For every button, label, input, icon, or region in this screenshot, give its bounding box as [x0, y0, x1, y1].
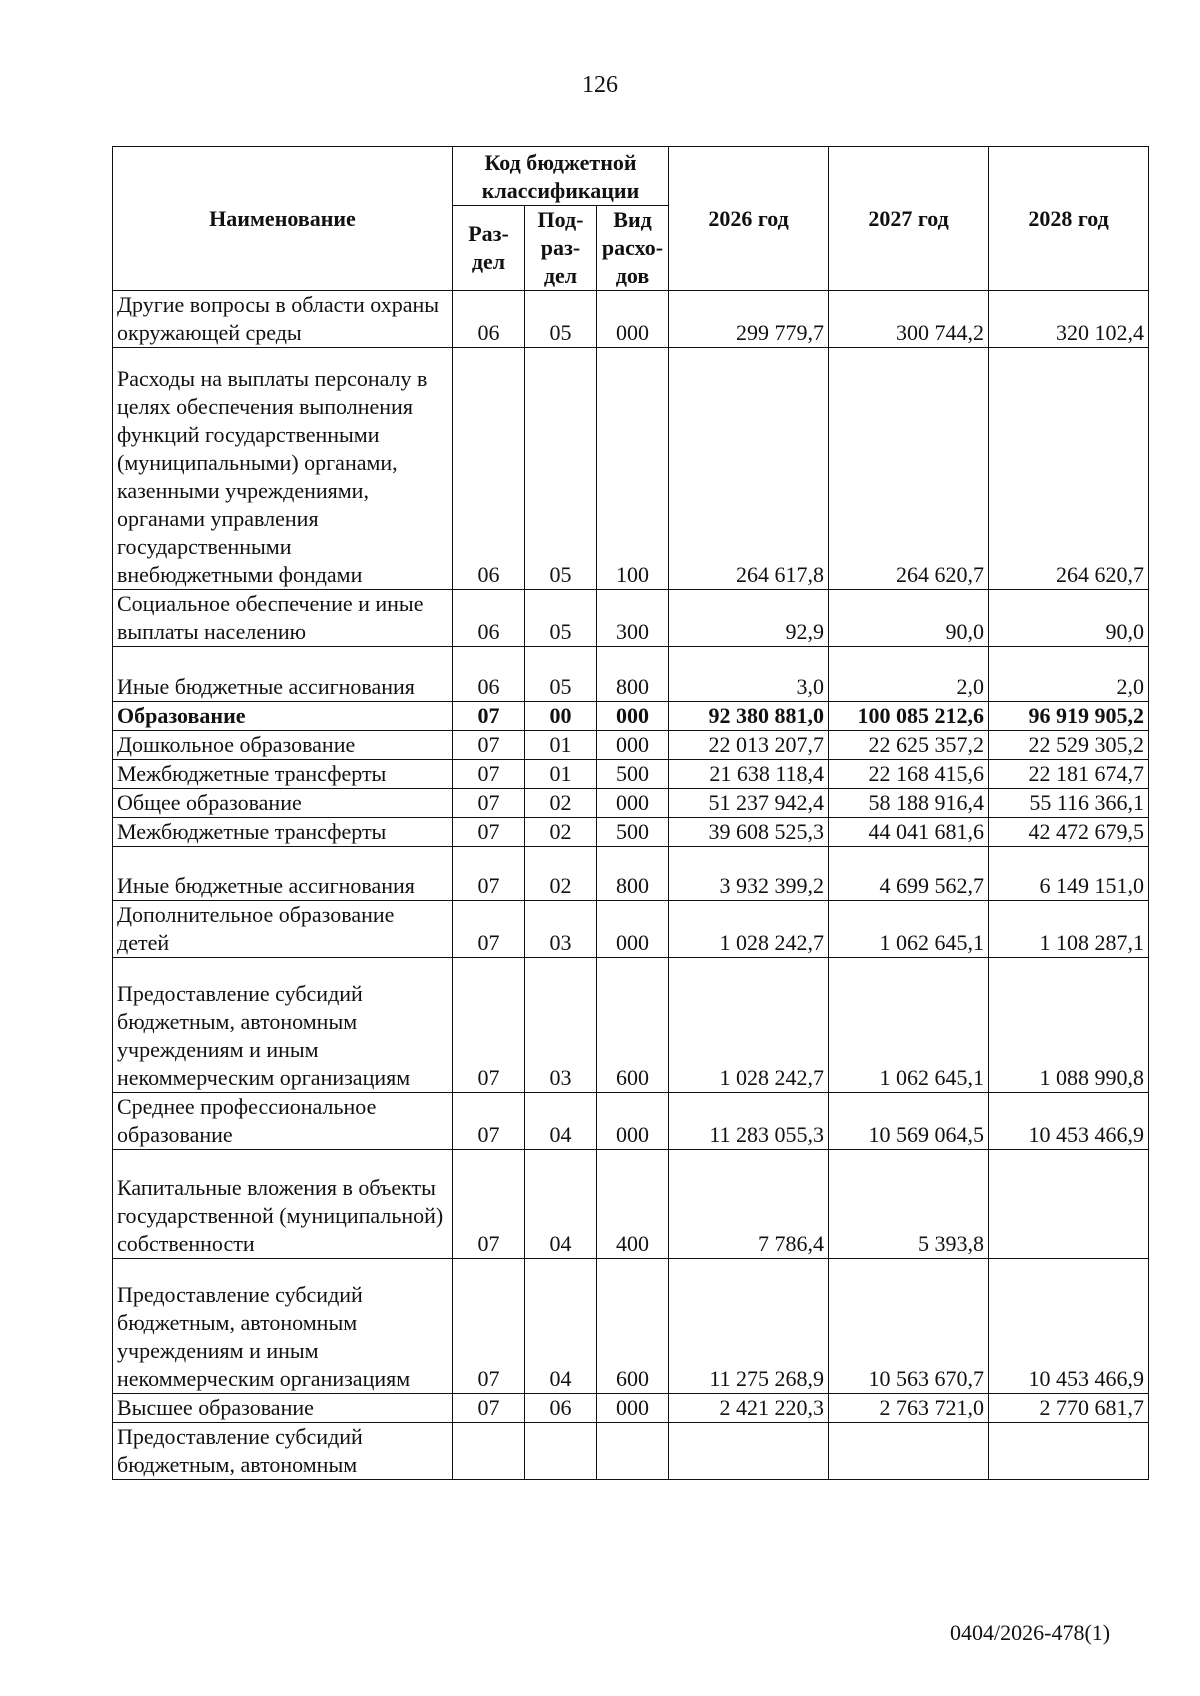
row-podrazdel: 01: [525, 730, 597, 759]
header-podrazdel: Под-раз-дел: [525, 206, 597, 291]
row-name: Расходы на выплаты персоналу в целях обеспечения выполнения функций государственными (муниципальными) органами, казенными учреждениями, органами управления государственными внебюджетными фондами: [113, 348, 453, 590]
row-value-2027: 10 569 064,5: [829, 1093, 989, 1150]
row-value-2026: 1 028 242,7: [669, 958, 829, 1093]
row-razdel: 07: [453, 730, 525, 759]
table-row: [113, 1258, 1149, 1393]
row-value-2027: 2,0: [829, 647, 989, 702]
page-number: 126: [582, 72, 618, 98]
row-name: Предоставление субсидий бюджетным, автономным учреждениям и иным некоммерческим организациям: [113, 1258, 453, 1393]
row-vid: 100: [597, 348, 669, 590]
row-razdel: 07: [453, 701, 525, 730]
table-row: [113, 291, 1149, 348]
row-razdel: 07: [453, 1093, 525, 1150]
row-vid: 500: [597, 759, 669, 788]
row-value-2027: 22 625 357,2: [829, 730, 989, 759]
row-razdel: 06: [453, 647, 525, 702]
row-name: Предоставление субсидий бюджетным, автономным: [113, 1422, 453, 1479]
row-razdel: 07: [453, 901, 525, 958]
row-podrazdel: 04: [525, 1150, 597, 1258]
row-value-2027: 58 188 916,4: [829, 788, 989, 817]
row-name: Предоставление субсидий бюджетным, автономным учреждениям и иным некоммерческим организациям: [113, 958, 453, 1093]
row-vid: 800: [597, 846, 669, 901]
row-value-2027: 10 563 670,7: [829, 1258, 989, 1393]
row-name: Высшее образование: [113, 1393, 453, 1422]
row-name: Среднее профессиональное образование: [113, 1093, 453, 1150]
row-value-2028: 22 529 305,2: [989, 730, 1149, 759]
row-razdel: 07: [453, 788, 525, 817]
row-podrazdel: 05: [525, 590, 597, 647]
table-row: [113, 788, 1149, 817]
row-razdel: 06: [453, 590, 525, 647]
row-value-2026: 92,9: [669, 590, 829, 647]
row-value-2028: [989, 1150, 1149, 1258]
row-value-2028: 320 102,4: [989, 291, 1149, 348]
row-value-2027: 90,0: [829, 590, 989, 647]
row-podrazdel: 03: [525, 901, 597, 958]
row-podrazdel: 01: [525, 759, 597, 788]
row-name: Социальное обеспечение и иные выплаты населению: [113, 590, 453, 647]
row-value-2026: 11 283 055,3: [669, 1093, 829, 1150]
row-vid: 300: [597, 590, 669, 647]
row-razdel: 07: [453, 958, 525, 1093]
header-razdel: Раз-дел: [453, 206, 525, 291]
header-2028: 2028 год: [989, 147, 1149, 291]
table-row: [113, 1422, 1149, 1479]
header-vid: Вид расхо-дов: [597, 206, 669, 291]
row-value-2027: [829, 1422, 989, 1479]
row-value-2028: 1 088 990,8: [989, 958, 1149, 1093]
row-name: Капитальные вложения в объекты государственной (муниципальной) собственности: [113, 1150, 453, 1258]
row-value-2028: 10 453 466,9: [989, 1258, 1149, 1393]
table-row: [113, 701, 1149, 730]
row-value-2028: 264 620,7: [989, 348, 1149, 590]
row-value-2027: 2 763 721,0: [829, 1393, 989, 1422]
row-vid: 000: [597, 291, 669, 348]
row-razdel: 07: [453, 759, 525, 788]
table-row: [113, 348, 1149, 590]
row-vid: 000: [597, 788, 669, 817]
row-value-2026: 11 275 268,9: [669, 1258, 829, 1393]
row-value-2026: 1 028 242,7: [669, 901, 829, 958]
row-name: Общее образование: [113, 788, 453, 817]
table-row: [113, 817, 1149, 846]
row-razdel: 07: [453, 1150, 525, 1258]
row-value-2026: [669, 1422, 829, 1479]
table-row: [113, 958, 1149, 1093]
table-row: [113, 901, 1149, 958]
row-podrazdel: 05: [525, 348, 597, 590]
row-value-2026: 264 617,8: [669, 348, 829, 590]
row-value-2028: 6 149 151,0: [989, 846, 1149, 901]
row-value-2027: 5 393,8: [829, 1150, 989, 1258]
row-vid: 800: [597, 647, 669, 702]
document-code: 0404/2026-478(1): [950, 1620, 1111, 1645]
row-name: Иные бюджетные ассигнования: [113, 647, 453, 702]
table-row: [113, 846, 1149, 901]
row-vid: 000: [597, 1093, 669, 1150]
row-podrazdel: 02: [525, 817, 597, 846]
row-value-2027: 44 041 681,6: [829, 817, 989, 846]
row-value-2028: 2 770 681,7: [989, 1393, 1149, 1422]
header-name: Наименование: [113, 147, 453, 291]
header-2027: 2027 год: [829, 147, 989, 291]
table-body: [113, 291, 1149, 1480]
table-row: [113, 1093, 1149, 1150]
table-row: [113, 730, 1149, 759]
row-podrazdel: 00: [525, 701, 597, 730]
table-header: [113, 147, 1149, 291]
row-vid: 000: [597, 1393, 669, 1422]
row-value-2026: 7 786,4: [669, 1150, 829, 1258]
budget-table: [112, 146, 1149, 1480]
table-row: [113, 759, 1149, 788]
row-value-2026: 2 421 220,3: [669, 1393, 829, 1422]
row-value-2028: 10 453 466,9: [989, 1093, 1149, 1150]
row-value-2028: 22 181 674,7: [989, 759, 1149, 788]
row-value-2028: 1 108 287,1: [989, 901, 1149, 958]
row-value-2027: 264 620,7: [829, 348, 989, 590]
row-vid: 400: [597, 1150, 669, 1258]
row-value-2028: [989, 1422, 1149, 1479]
row-name: Иные бюджетные ассигнования: [113, 846, 453, 901]
row-vid: 000: [597, 901, 669, 958]
row-value-2026: 299 779,7: [669, 291, 829, 348]
row-value-2026: 39 608 525,3: [669, 817, 829, 846]
table-row: [113, 590, 1149, 647]
row-razdel: [453, 1422, 525, 1479]
row-razdel: 06: [453, 291, 525, 348]
row-value-2027: 4 699 562,7: [829, 846, 989, 901]
row-value-2026: 51 237 942,4: [669, 788, 829, 817]
row-vid: 000: [597, 730, 669, 759]
row-name: Межбюджетные трансферты: [113, 817, 453, 846]
row-podrazdel: 04: [525, 1093, 597, 1150]
row-podrazdel: 05: [525, 647, 597, 702]
row-value-2028: 2,0: [989, 647, 1149, 702]
row-name: Межбюджетные трансферты: [113, 759, 453, 788]
row-razdel: 07: [453, 846, 525, 901]
row-name: Дополнительное образование детей: [113, 901, 453, 958]
row-value-2027: 1 062 645,1: [829, 958, 989, 1093]
row-value-2026: 3,0: [669, 647, 829, 702]
row-vid: 000: [597, 701, 669, 730]
row-podrazdel: 02: [525, 846, 597, 901]
row-podrazdel: 03: [525, 958, 597, 1093]
row-razdel: 07: [453, 1393, 525, 1422]
table-row: [113, 647, 1149, 702]
row-name: Дошкольное образование: [113, 730, 453, 759]
row-value-2027: 100 085 212,6: [829, 701, 989, 730]
row-value-2028: 96 919 905,2: [989, 701, 1149, 730]
row-podrazdel: [525, 1422, 597, 1479]
row-razdel: 07: [453, 817, 525, 846]
row-value-2028: 55 116 366,1: [989, 788, 1149, 817]
header-2026: 2026 год: [669, 147, 829, 291]
header-code-group: Код бюджетной классификации: [453, 147, 669, 206]
row-vid: 500: [597, 817, 669, 846]
row-podrazdel: 06: [525, 1393, 597, 1422]
row-podrazdel: 05: [525, 291, 597, 348]
row-podrazdel: 02: [525, 788, 597, 817]
row-podrazdel: 04: [525, 1258, 597, 1393]
row-vid: 600: [597, 958, 669, 1093]
row-value-2026: 22 013 207,7: [669, 730, 829, 759]
row-value-2027: 300 744,2: [829, 291, 989, 348]
row-value-2026: 21 638 118,4: [669, 759, 829, 788]
row-value-2028: 90,0: [989, 590, 1149, 647]
row-value-2026: 3 932 399,2: [669, 846, 829, 901]
row-value-2027: 22 168 415,6: [829, 759, 989, 788]
row-vid: [597, 1422, 669, 1479]
row-vid: 600: [597, 1258, 669, 1393]
row-value-2026: 92 380 881,0: [669, 701, 829, 730]
row-razdel: 06: [453, 348, 525, 590]
table-row: [113, 1150, 1149, 1258]
table-row: [113, 1393, 1149, 1422]
row-razdel: 07: [453, 1258, 525, 1393]
row-value-2027: 1 062 645,1: [829, 901, 989, 958]
row-value-2028: 42 472 679,5: [989, 817, 1149, 846]
row-name: Другие вопросы в области охраны окружающей среды: [113, 291, 453, 348]
row-name: Образование: [113, 701, 453, 730]
